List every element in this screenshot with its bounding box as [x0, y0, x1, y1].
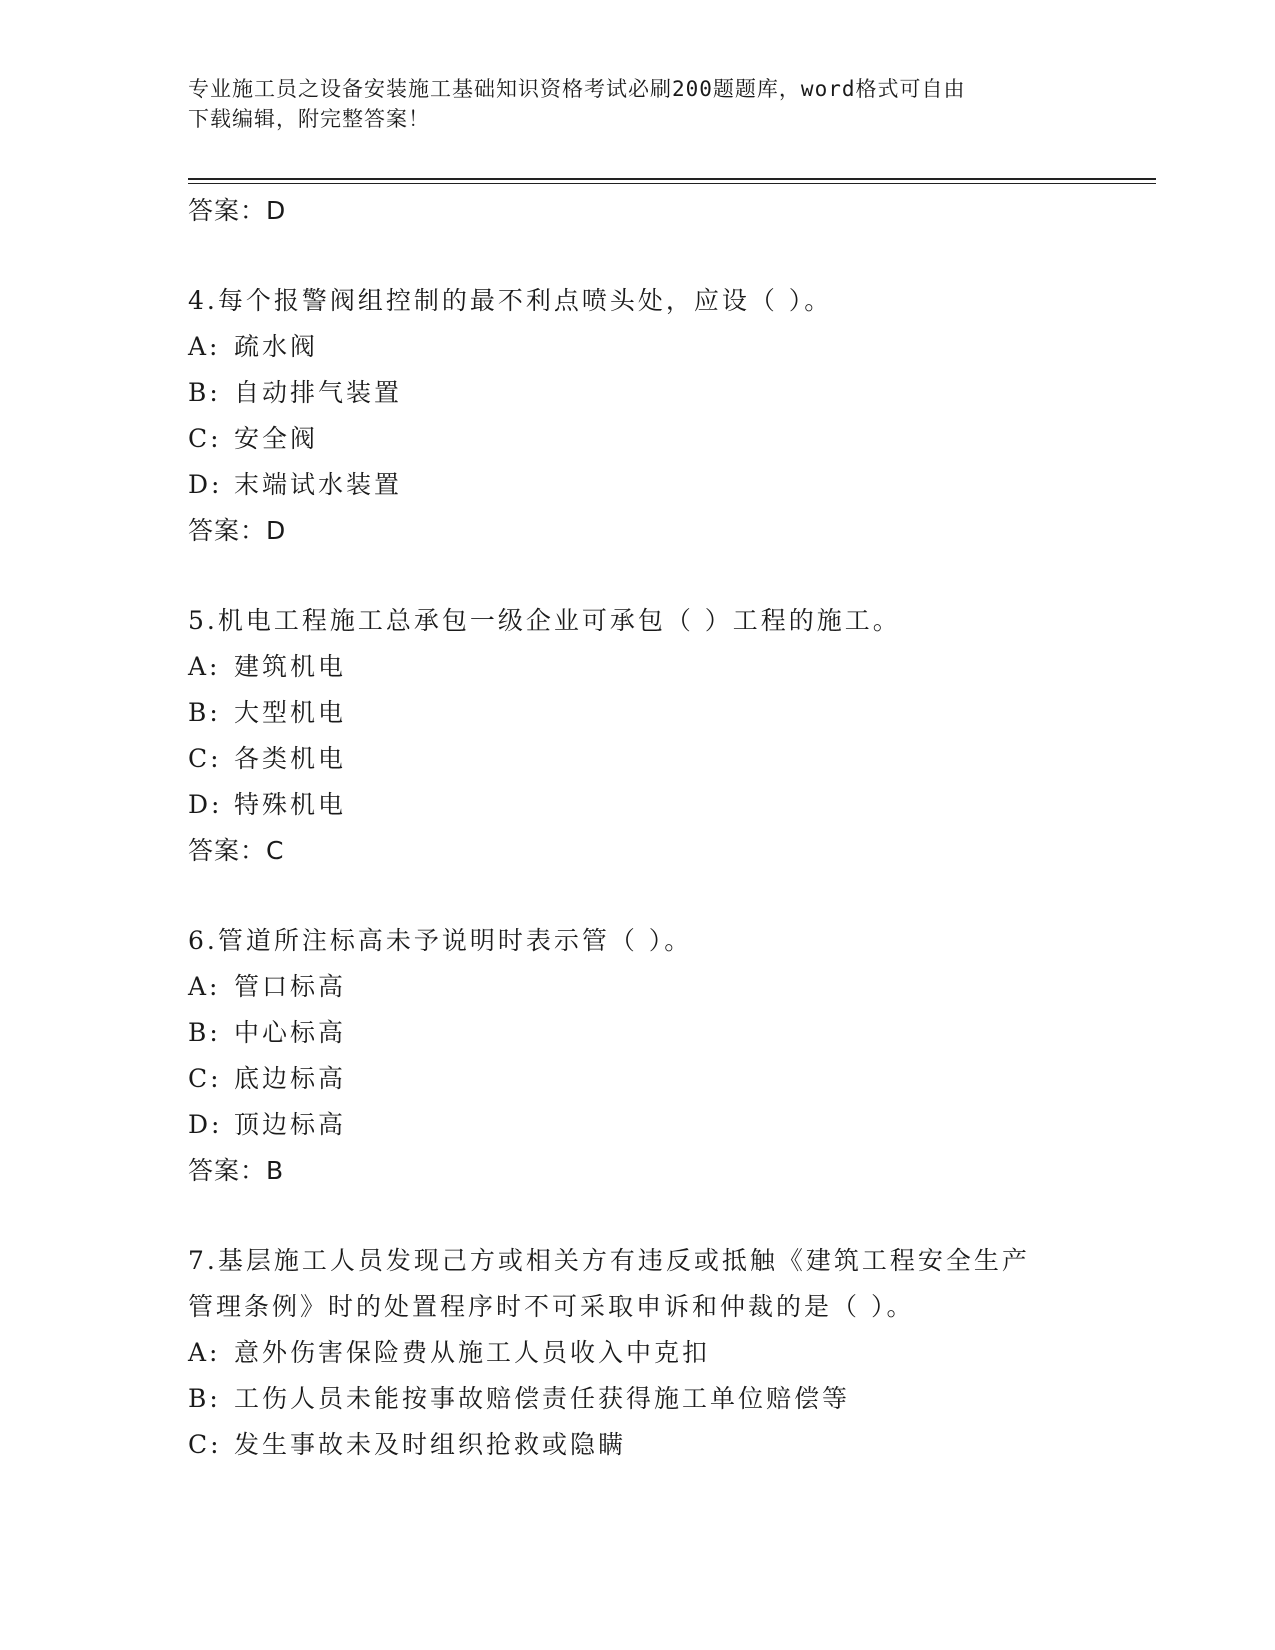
answer-line: 答案：C — [188, 836, 285, 865]
question-text: 4.每个报警阀组控制的最不利点喷头处，应设（ ）。 — [188, 286, 833, 315]
question-text: 5.机电工程施工总承包一级企业可承包（ ）工程的施工。 — [188, 606, 901, 635]
option-a: A: 疏水阀 — [188, 332, 319, 361]
option-d: D: 特殊机电 — [188, 790, 347, 819]
answer-line: 答案：B — [188, 1156, 285, 1185]
option-c: C: 安全阀 — [188, 424, 319, 453]
question-block — [188, 918, 1088, 1194]
page-header — [188, 74, 1068, 134]
answer-line: 答案：D — [188, 516, 287, 545]
option-a: A: 意外伤害保险费从施工人员收入中克扣 — [188, 1338, 711, 1367]
spacer — [188, 554, 1088, 598]
question-text-line-2: 管理条例》时的处置程序时不可采取申诉和仲裁的是（ ）。 — [188, 1292, 915, 1321]
question-list — [188, 188, 1088, 1468]
spacer — [188, 874, 1088, 918]
header-line-1: 专业施工员之设备安装施工基础知识资格考试必刷200题题库，word格式可自由 — [188, 77, 966, 101]
header-divider — [188, 178, 1156, 184]
option-c: C: 各类机电 — [188, 744, 347, 773]
question-text-line-1: 7.基层施工人员发现己方或相关方有违反或抵触《建筑工程安全生产 — [188, 1246, 1030, 1275]
option-a: A: 建筑机电 — [188, 652, 347, 681]
option-b: B: 大型机电 — [188, 698, 347, 727]
option-b: B: 工伤人员未能按事故赔偿责任获得施工单位赔偿等 — [188, 1384, 851, 1413]
option-a: A: 管口标高 — [188, 972, 347, 1001]
spacer — [188, 234, 1088, 278]
answer-line: 答案：D — [188, 196, 287, 225]
option-c: C: 底边标高 — [188, 1064, 347, 1093]
question-block — [188, 278, 1088, 554]
option-d: D: 末端试水装置 — [188, 470, 403, 499]
header-line-2: 下载编辑，附完整答案！ — [188, 107, 430, 131]
spacer — [188, 1194, 1088, 1238]
option-c: C: 发生事故未及时组织抢救或隐瞒 — [188, 1430, 627, 1459]
option-b: B: 自动排气装置 — [188, 378, 403, 407]
option-b: B: 中心标高 — [188, 1018, 347, 1047]
question-text: 6.管道所注标高未予说明时表示管（ ）。 — [188, 926, 693, 955]
question-block — [188, 598, 1088, 874]
question-block — [188, 1238, 1088, 1468]
option-d: D: 顶边标高 — [188, 1110, 347, 1139]
